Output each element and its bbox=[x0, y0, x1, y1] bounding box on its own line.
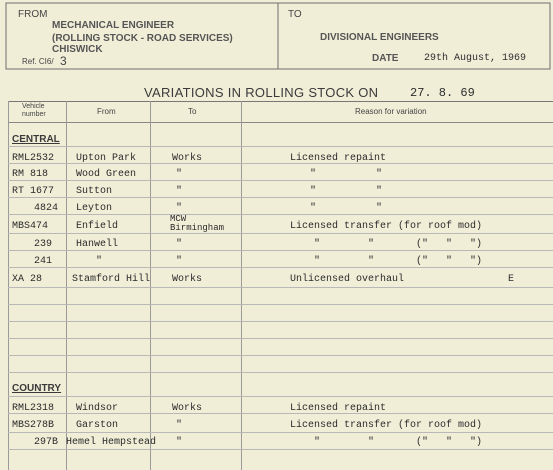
row-rule bbox=[8, 250, 553, 251]
col-header-vehicle-2: number bbox=[22, 111, 46, 118]
date-value: 29th August, 1969 bbox=[424, 53, 527, 64]
row-rule bbox=[8, 233, 553, 234]
date-label: DATE bbox=[372, 53, 399, 64]
cell-vehicle: RT 1677 bbox=[12, 186, 55, 197]
cell-reason: Licensed transfer (for roof mod) bbox=[290, 221, 483, 232]
row-rule bbox=[8, 372, 553, 373]
ref-label: Ref. CI6/ bbox=[22, 57, 54, 66]
cell-to: " bbox=[176, 186, 183, 197]
form-title-date: 27. 8. 69 bbox=[410, 86, 475, 100]
ref-value: 3 bbox=[60, 54, 67, 68]
from-line-3: CHISWICK bbox=[52, 44, 103, 55]
col-header-vehicle-1: Vehicle bbox=[22, 103, 45, 110]
row-rule bbox=[8, 355, 553, 356]
col-rule-left bbox=[8, 101, 9, 470]
row-rule bbox=[8, 214, 553, 215]
col-rule-to bbox=[241, 101, 242, 470]
row-rule bbox=[8, 146, 553, 147]
cell-reason: " " (" " ") bbox=[314, 256, 483, 267]
table-top-rule bbox=[8, 101, 553, 102]
cell-from: Sutton bbox=[76, 186, 113, 197]
from-line-1: MECHANICAL ENGINEER bbox=[52, 20, 175, 31]
cell-to: " bbox=[176, 203, 183, 214]
cell-to: Works bbox=[172, 274, 203, 285]
cell-vehicle: MBS278B bbox=[12, 420, 55, 431]
to-label: TO bbox=[288, 9, 302, 20]
col-rule-from bbox=[150, 101, 151, 470]
row-rule bbox=[8, 449, 553, 450]
cell-vehicle: 4824 bbox=[34, 203, 59, 214]
from-line-2: (ROLLING STOCK - ROAD SERVICES) bbox=[52, 33, 233, 44]
cell-vehicle: RM 818 bbox=[12, 169, 49, 180]
cell-from: Leyton bbox=[76, 203, 113, 214]
cell-reason: Licensed transfer (for roof mod) bbox=[290, 420, 483, 431]
row-rule bbox=[8, 396, 553, 397]
cell-to: " bbox=[176, 256, 183, 267]
to-value: DIVISIONAL ENGINEERS bbox=[320, 32, 439, 43]
col-rule-vehicle bbox=[66, 101, 67, 470]
cell-to: " bbox=[176, 437, 183, 448]
cell-from: Windsor bbox=[76, 403, 119, 414]
cell-reason: " " bbox=[310, 186, 383, 197]
cell-vehicle: MBS474 bbox=[12, 221, 49, 232]
cell-to: " bbox=[176, 239, 183, 250]
row-rule bbox=[8, 180, 553, 181]
cell-from: Wood Green bbox=[76, 169, 137, 180]
section-central: CENTRAL bbox=[12, 134, 60, 145]
row-rule bbox=[8, 304, 553, 305]
cell-vehicle: XA 28 bbox=[12, 274, 43, 285]
header-bottom-rule bbox=[8, 122, 553, 123]
cell-reason: Unlicensed overhaul bbox=[290, 274, 405, 285]
cell-reason: " " bbox=[310, 203, 383, 214]
row-rule bbox=[8, 287, 553, 288]
col-header-to: To bbox=[188, 107, 197, 116]
cell-vehicle: RML2532 bbox=[12, 153, 55, 164]
cell-to: MCW Birmingham bbox=[170, 214, 225, 233]
col-header-reason: Reason for variation bbox=[355, 107, 427, 116]
row-rule bbox=[8, 197, 553, 198]
row-rule bbox=[8, 432, 553, 433]
from-label: FROM bbox=[18, 9, 48, 20]
cell-from: Garston bbox=[76, 420, 119, 431]
cell-from: Hemel Hempstead bbox=[66, 437, 157, 448]
row-rule bbox=[8, 267, 553, 268]
section-country: COUNTRY bbox=[12, 383, 62, 394]
cell-note: E bbox=[508, 274, 515, 285]
cell-from: Enfield bbox=[76, 221, 119, 232]
cell-vehicle: 297B bbox=[34, 437, 59, 448]
cell-reason: " " (" " ") bbox=[314, 437, 483, 448]
row-rule bbox=[8, 321, 553, 322]
cell-to: Works bbox=[172, 153, 203, 164]
cell-reason: " " bbox=[310, 169, 383, 180]
cell-reason: Licensed repaint bbox=[290, 403, 387, 414]
row-rule bbox=[8, 338, 553, 339]
cell-from: Stamford Hill bbox=[72, 274, 151, 285]
cell-vehicle: RML2318 bbox=[12, 403, 55, 414]
form-title: VARIATIONS IN ROLLING STOCK ON bbox=[144, 85, 379, 100]
cell-to: " bbox=[176, 420, 183, 431]
cell-vehicle: 239 bbox=[34, 239, 53, 250]
cell-from: " bbox=[96, 256, 103, 267]
cell-to: " bbox=[176, 169, 183, 180]
cell-reason: " " (" " ") bbox=[314, 239, 483, 250]
cell-vehicle: 241 bbox=[34, 256, 53, 267]
cell-from: Upton Park bbox=[76, 153, 137, 164]
cell-from: Hanwell bbox=[76, 239, 119, 250]
col-header-from: From bbox=[97, 107, 116, 116]
cell-to: Works bbox=[172, 403, 203, 414]
cell-reason: Licensed repaint bbox=[290, 153, 387, 164]
